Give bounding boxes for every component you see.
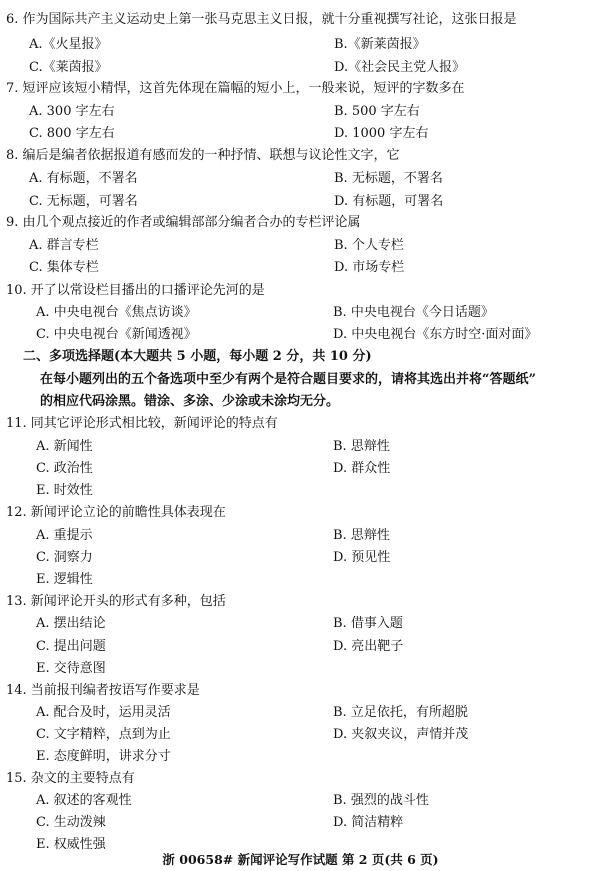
option-a: A. 重提示 bbox=[36, 528, 93, 543]
option-a: A.《火星报》 bbox=[29, 37, 108, 52]
option-b: B. 立足依托，有所超脱 bbox=[333, 705, 468, 720]
question-12-stem: 12. 新闻评论立论的前瞻性具体表现在 bbox=[6, 505, 226, 520]
question-8-options-row1 bbox=[0, 168, 601, 190]
option-e: E. 交待意图 bbox=[36, 661, 106, 676]
option-a: A. 叙述的客观性 bbox=[36, 793, 132, 808]
option-b: B.《新莱茵报》 bbox=[334, 37, 426, 52]
question-10-options-row1 bbox=[0, 302, 601, 324]
option-c: C. 800 字左右 bbox=[29, 126, 115, 141]
question-6-options-row1 bbox=[0, 34, 601, 56]
option-a: A. 群言专栏 bbox=[29, 238, 99, 253]
option-d: D. 简洁精粹 bbox=[333, 815, 404, 830]
option-a: A. 中央电视台《焦点访谈》 bbox=[36, 305, 197, 320]
question-8-stem: 8. 编后是编者依据报道有感而发的一种抒情、联想与议论性文字，它 bbox=[6, 148, 400, 163]
question-10-options-row2 bbox=[0, 324, 601, 346]
option-d: D. 市场专栏 bbox=[334, 260, 405, 275]
question-8-options-row2 bbox=[0, 191, 601, 213]
option-b: B. 思辩性 bbox=[333, 439, 390, 454]
option-b: B. 无标题，不署名 bbox=[334, 171, 443, 186]
option-e: E. 态度鲜明，讲求分寸 bbox=[36, 749, 171, 764]
section-2-title: 二、多项选择题(本大题共 5 小题，每小题 2 分，共 10 分) bbox=[23, 349, 372, 364]
option-b: B. 500 字左右 bbox=[334, 104, 420, 119]
question-14-stem: 14. 当前报刊编者按语写作要求是 bbox=[6, 683, 200, 698]
option-c: C. 政治性 bbox=[36, 461, 93, 476]
option-b: B. 强烈的战斗性 bbox=[333, 793, 429, 808]
question-7-options-row1 bbox=[0, 101, 601, 123]
option-d: D. 预见性 bbox=[333, 550, 391, 565]
question-6-options-row2 bbox=[0, 57, 601, 79]
question-9-stem: 9. 由几个观点接近的作者或编辑部部分编者合办的专栏评论属 bbox=[6, 215, 361, 230]
question-13-stem: 13. 新闻评论开头的形式有多种，包括 bbox=[6, 594, 226, 609]
section-2-instruction-2: 的相应代码涂黑。错涂、多涂、少涂或未涂均无分。 bbox=[40, 394, 340, 409]
option-c: C. 提出问题 bbox=[36, 639, 106, 654]
option-c: C. 生动泼辣 bbox=[36, 815, 106, 830]
question-11-options-row3 bbox=[0, 480, 601, 502]
question-9-options-row2 bbox=[0, 257, 601, 279]
question-12-options-row3 bbox=[0, 569, 601, 591]
option-d: D. 亮出靶子 bbox=[333, 639, 404, 654]
option-d: D. 1000 字左右 bbox=[334, 126, 429, 141]
question-11-options-row2 bbox=[0, 458, 601, 480]
option-d: D. 中央电视台《东方时空·面对面》 bbox=[333, 327, 538, 342]
question-11-stem: 11. 同其它评论形式相比较，新闻评论的特点有 bbox=[6, 416, 278, 431]
question-7-options-row2 bbox=[0, 123, 601, 145]
question-13-options-row2 bbox=[0, 636, 601, 658]
option-c: C. 无标题，可署名 bbox=[29, 194, 138, 209]
option-c: C. 集体专栏 bbox=[29, 260, 99, 275]
option-c: C. 洞察力 bbox=[36, 550, 93, 565]
question-15-options-row1 bbox=[0, 790, 601, 812]
option-c: C. 中央电视台《新闻透视》 bbox=[36, 327, 197, 342]
option-e: E. 时效性 bbox=[36, 483, 93, 498]
question-7-stem: 7. 短评应该短小精悍，这首先体现在篇幅的短小上，一般来说，短评的字数多在 bbox=[6, 81, 465, 96]
question-10-stem: 10. 开了以常设栏目播出的口播评论先河的是 bbox=[6, 283, 265, 298]
question-15-stem: 15. 杂文的主要特点有 bbox=[6, 771, 135, 786]
option-b: B. 中央电视台《今日话题》 bbox=[333, 305, 494, 320]
question-13-options-row1 bbox=[0, 613, 601, 635]
question-11-options-row1 bbox=[0, 436, 601, 458]
page-footer: 浙 00658# 新闻评论写作试题 第 2 页(共 6 页) bbox=[162, 852, 439, 867]
question-12-options-row1 bbox=[0, 525, 601, 547]
option-d: D.《社会民主党人报》 bbox=[334, 60, 466, 75]
question-6-stem: 6. 作为国际共产主义运动史上第一张马克思主义日报，就十分重视撰写社论，这张日报是 bbox=[6, 12, 517, 27]
option-a: A. 摆出结论 bbox=[36, 616, 106, 631]
option-a: A. 配合及时，运用灵活 bbox=[36, 705, 171, 720]
question-14-options-row3 bbox=[0, 746, 601, 768]
option-e: E. 权威性强 bbox=[36, 837, 106, 852]
option-d: D. 群众性 bbox=[333, 461, 391, 476]
section-2-instruction-1: 在每小题列出的五个备选项中至少有两个是符合题目要求的，请将其选出并将“答题纸” bbox=[40, 372, 536, 387]
option-b: B. 个人专栏 bbox=[334, 238, 404, 253]
question-14-options-row2 bbox=[0, 724, 601, 746]
option-d: D. 有标题，可署名 bbox=[334, 194, 444, 209]
option-a: A. 300 字左右 bbox=[29, 104, 115, 119]
option-a: A. 新闻性 bbox=[36, 439, 93, 454]
question-9-options-row1 bbox=[0, 235, 601, 257]
option-b: B. 借事入题 bbox=[333, 616, 403, 631]
option-c: C.《莱茵报》 bbox=[29, 60, 108, 75]
option-a: A. 有标题，不署名 bbox=[29, 171, 138, 186]
question-13-options-row3 bbox=[0, 658, 601, 680]
question-12-options-row2 bbox=[0, 547, 601, 569]
option-b: B. 思辩性 bbox=[333, 528, 390, 543]
question-15-options-row2 bbox=[0, 812, 601, 834]
option-c: C. 文字精粹，点到为止 bbox=[36, 727, 171, 742]
question-14-options-row1 bbox=[0, 702, 601, 724]
option-d: D. 夹叙夹议，声情并茂 bbox=[333, 727, 469, 742]
option-e: E. 逻辑性 bbox=[36, 572, 93, 587]
